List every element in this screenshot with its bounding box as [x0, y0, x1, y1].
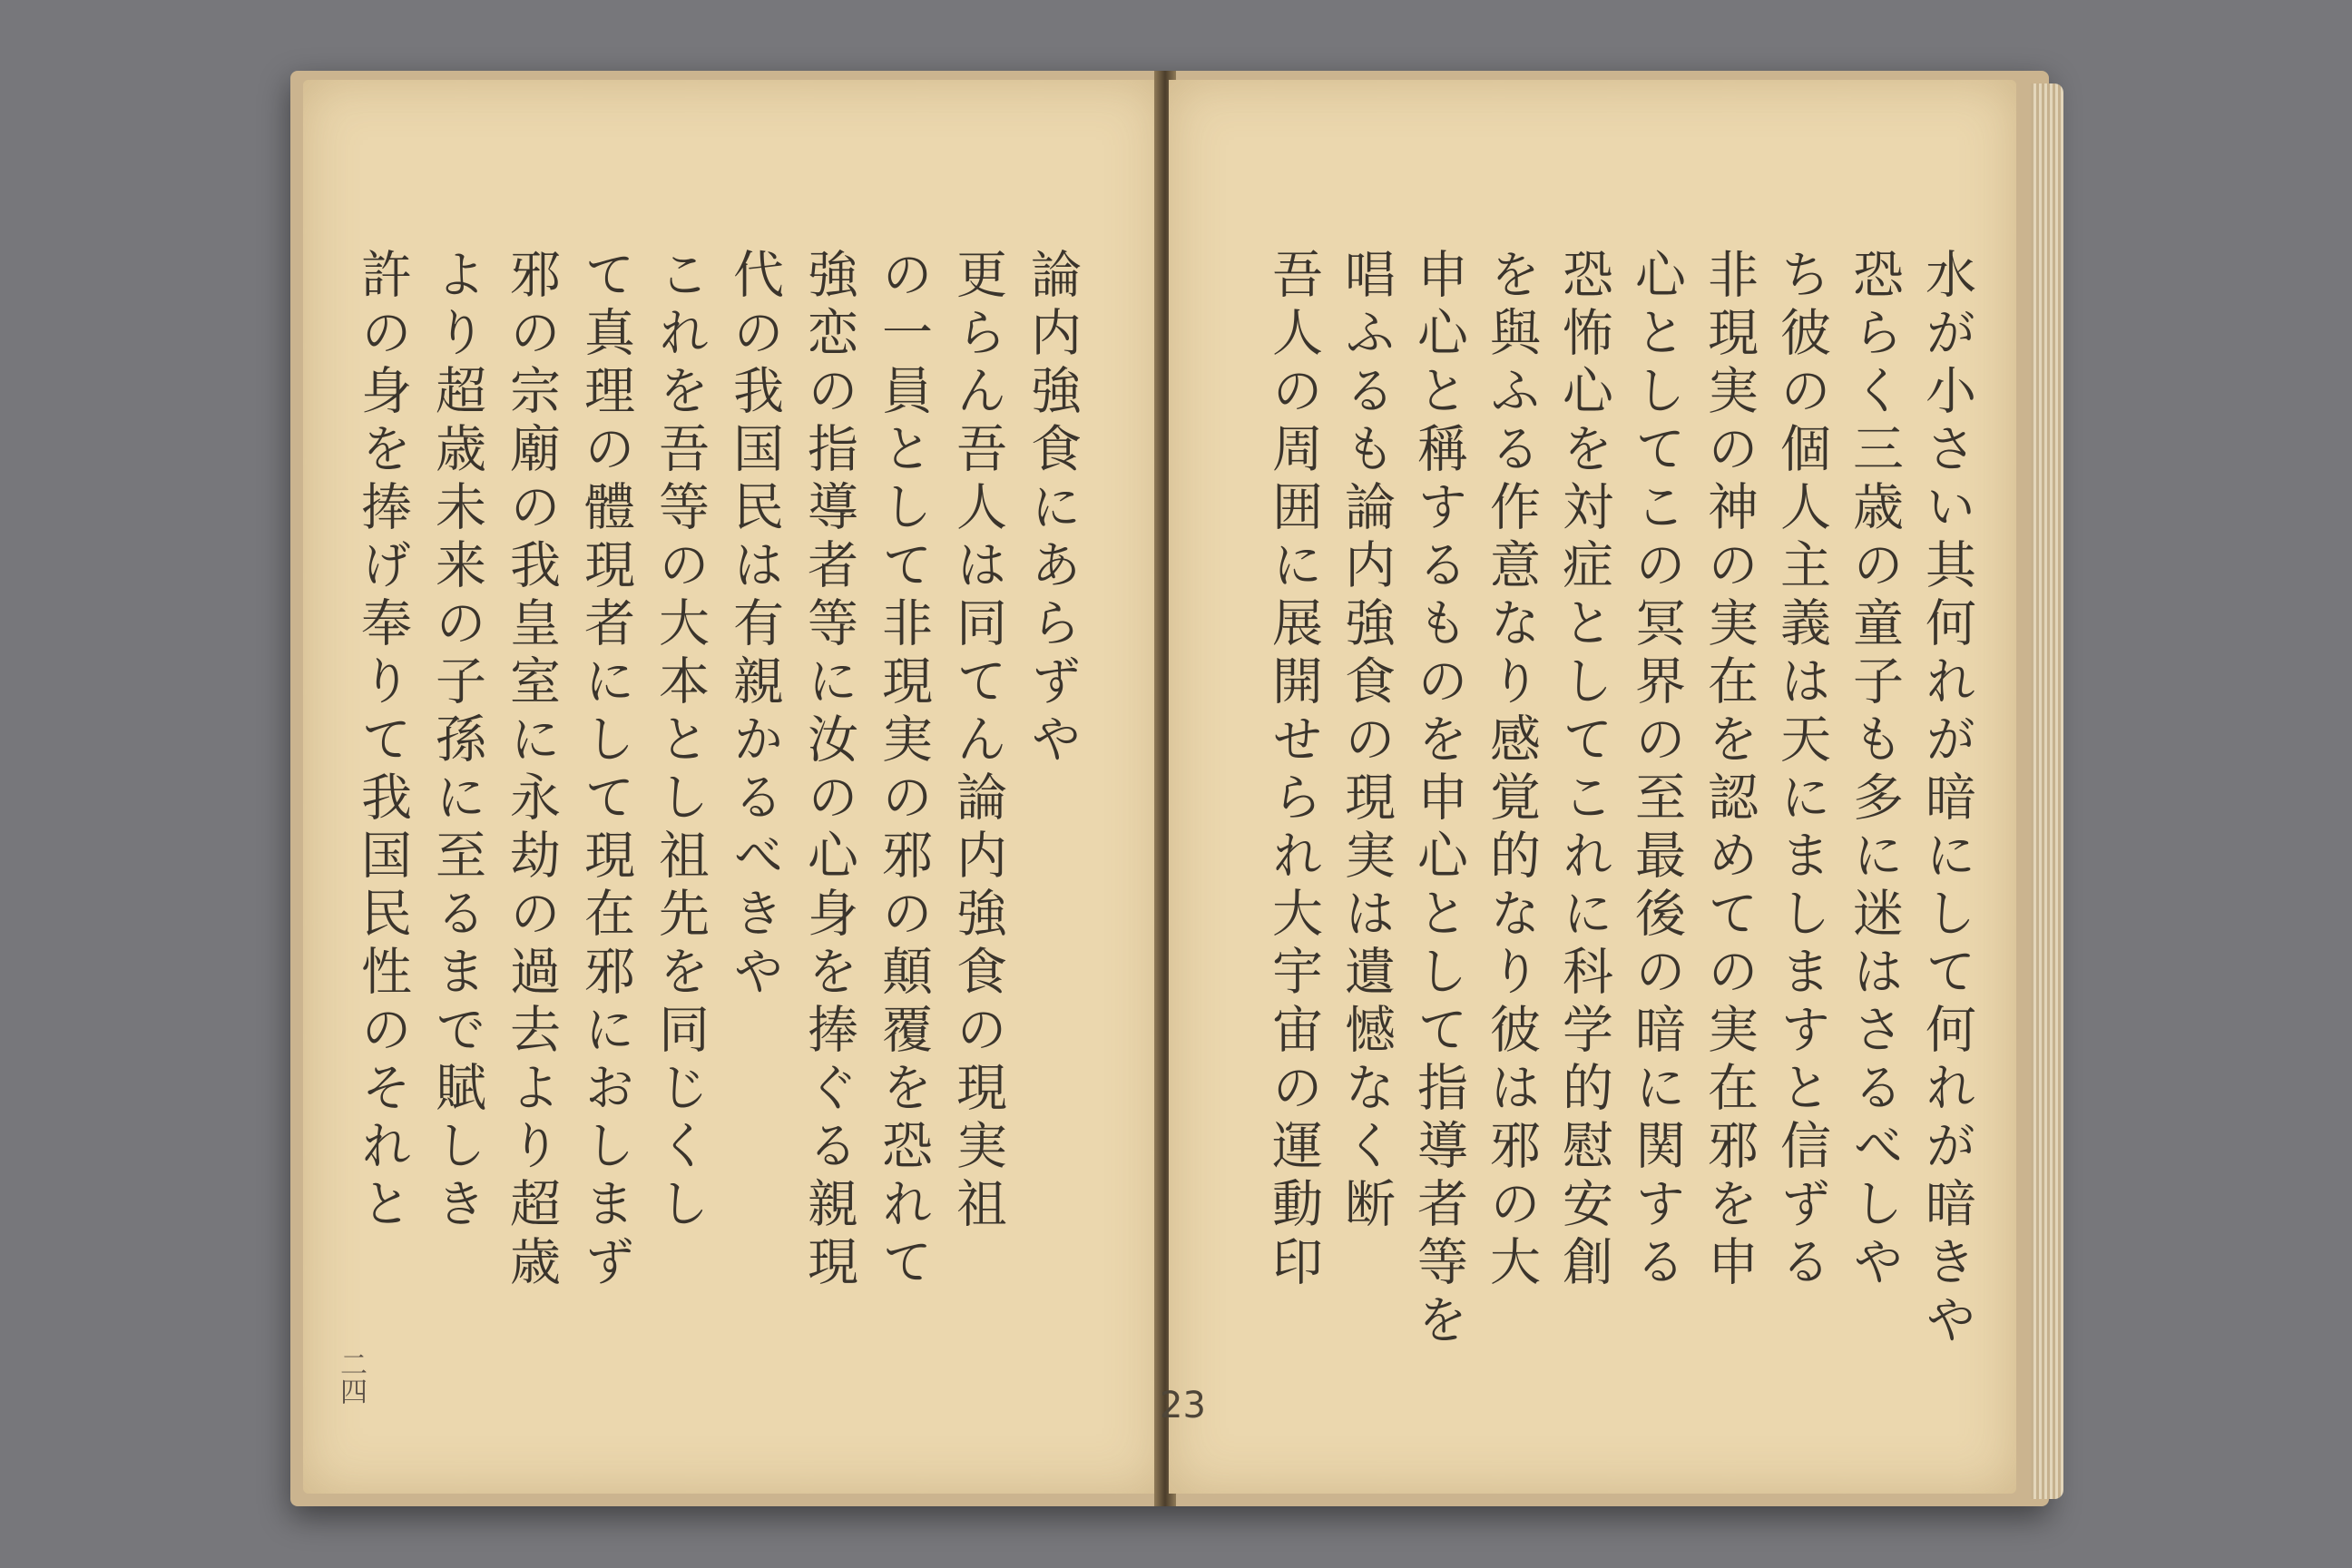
left-page-column: 強恋の指導者等に汝の心身を捧ぐる親現 — [799, 248, 858, 1293]
left-page-column: 更らん吾人は同てん論内強食の現実祖 — [948, 248, 1007, 1235]
book-fore-edge — [2031, 83, 2063, 1499]
left-page-column: 許の身を捧げ奉りて我国民性のそれと — [353, 248, 412, 1235]
right-page-column: 申心と稱するものを申心として指導者等を — [1409, 248, 1468, 1351]
right-page-column: 恐怖心を対症としてこれに科学的慰安創 — [1554, 248, 1613, 1293]
right-page-column: 吾人の周囲に展開せられ大宇宙の運動印 — [1264, 248, 1323, 1293]
left-page-column: て真理の體現者にして現在邪におしまず — [576, 248, 635, 1293]
page-stamp: 23 — [1160, 1385, 1206, 1426]
right-page-column: 水が小さい其何れが暗にして何れが暗きや — [1917, 248, 1976, 1351]
left-page-column: より超歳未来の子孫に至るまで賦しき — [427, 248, 486, 1235]
left-page-column: の一員として非現実の邪の顛覆を恐れて — [874, 248, 933, 1293]
page-number: 二四 — [335, 1350, 367, 1405]
open-book — [290, 71, 2049, 1506]
left-page — [303, 80, 1161, 1494]
right-page-column: 心としてこの冥界の至最後の暗に関する — [1627, 248, 1686, 1293]
left-page-column: これを吾等の大本とし祖先を同じくし — [651, 248, 710, 1235]
right-page-column: ち彼の個人主義は天にましますと信ずる — [1772, 248, 1831, 1293]
left-page-column: 論内強食にあらずや — [1023, 248, 1082, 770]
right-page-column: 非現実の神の実在を認めての実在邪を申 — [1700, 248, 1759, 1293]
left-page-column: 代の我国民は有親かるべきや — [725, 248, 784, 1003]
right-page-column: を與ふる作意なり感覚的なり彼は邪の大 — [1482, 248, 1541, 1293]
right-page — [1169, 80, 2016, 1494]
left-page-column: 邪の宗廟の我皇室に永劫の過去より超歳 — [502, 248, 561, 1293]
right-page-column: 唱ふるも論内強食の現実は遺憾なく断 — [1337, 248, 1396, 1235]
right-page-column: 恐らく三歳の童子も多に迷はさるべしや — [1845, 248, 1904, 1293]
